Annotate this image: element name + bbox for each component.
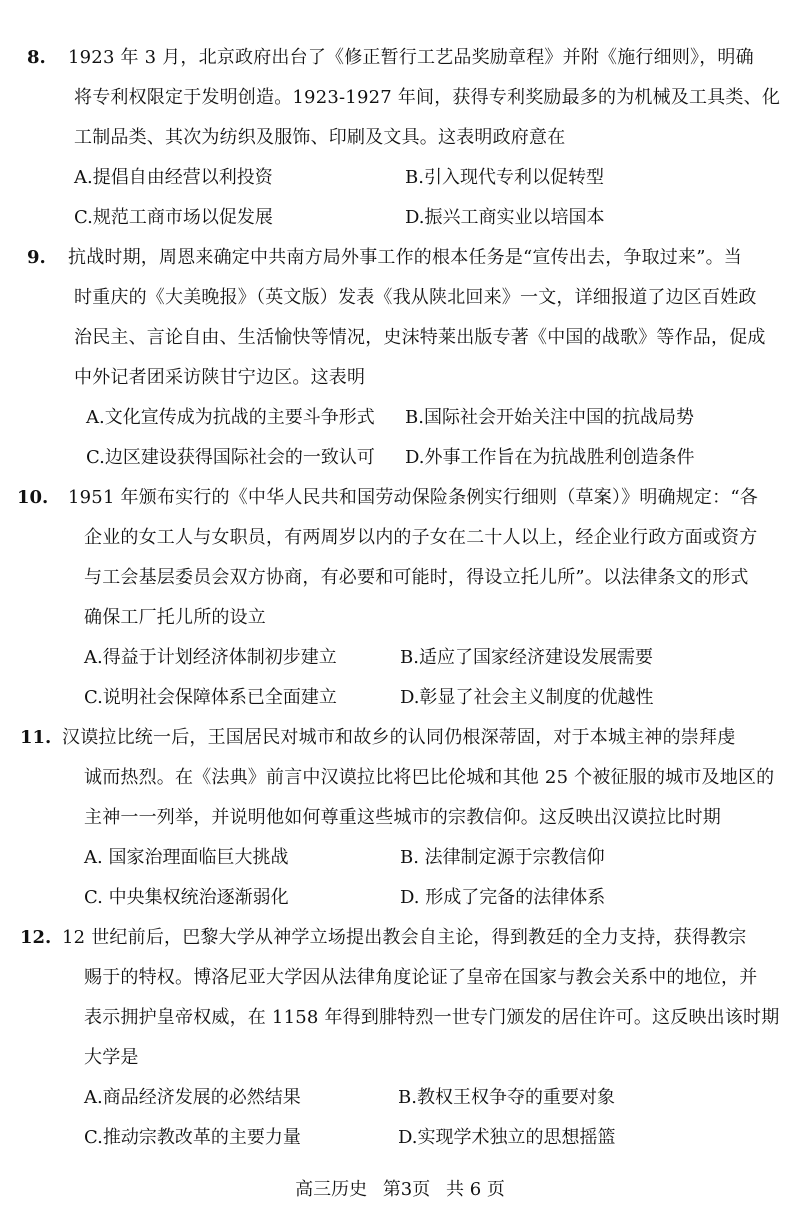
option-a: A.提倡自由经营以利投资 [74,167,273,188]
question-stem-line: 1923 年 3 月，北京政府出台了《修正暂行工艺品奖励章程》并附《施行细则》，明确 [68,47,754,68]
question-stem-line: 12 世纪前后，巴黎大学从神学立场提出教会自主论，得到教廷的全力支持，获得教宗 [62,927,747,948]
question-stem-line: 1951 年颁布实行的《中华人民共和国劳动保险条例实行细则（草案）》明确规定：“各 [68,487,758,508]
option-c: C.推动宗教改革的主要力量 [84,1127,301,1148]
question-number: 8. [27,47,46,68]
question-stem-line: 赐于的特权。博洛尼亚大学因从法律角度论证了皇帝在国家与教会关系中的地位，并 [84,967,758,988]
question-number: 12. [20,927,52,948]
question-stem-line: 汉谟拉比统一后，王国居民对城市和故乡的认同仍根深蒂固，对于本城主神的崇拜虔 [62,727,736,748]
question-stem-line: 企业的女工人与女职员，有两周岁以内的子女在二十人以上，经企业行政方面或资方 [84,527,758,548]
question-stem-line: 抗战时期，周恩来确定中共南方局外事工作的根本任务是“宣传出去，争取过来”。当 [68,247,743,268]
option-c: C.规范工商市场以促发展 [74,207,273,228]
question-stem-line: 主神一一列举，并说明他如何尊重这些城市的宗教信仰。这反映出汉谟拉比时期 [84,807,721,828]
option-c: C. 中央集权统治逐渐弱化 [84,887,289,908]
question-stem-line: 与工会基层委员会双方协商，有必要和可能时，得设立托儿所”。以法律条文的形式 [84,567,749,588]
option-d: D.实现学术独立的思想摇篮 [398,1127,616,1148]
question-stem-line: 工制品类、其次为纺织及服饰、印刷及文具。这表明政府意在 [74,127,566,148]
option-a: A.商品经济发展的必然结果 [84,1087,301,1108]
option-a: A.得益于计划经济体制初步建立 [84,647,337,668]
page-footer [0,1178,800,1202]
question-number: 9. [27,247,46,268]
option-c: C.边区建设获得国际社会的一致认可 [86,447,375,468]
option-c: C.说明社会保障体系已全面建立 [84,687,337,708]
option-d: D.外事工作旨在为抗战胜利创造条件 [405,447,695,468]
question-stem-line: 时重庆的《大美晚报》（英文版）发表《我从陕北回来》一文，详细报道了边区百姓政 [74,287,757,308]
option-b: B.国际社会开始关注中国的抗战局势 [405,407,694,428]
option-b: B.教权王权争夺的重要对象 [398,1087,615,1108]
question-number: 11. [20,727,52,748]
option-b: B.适应了国家经济建设发展需要 [400,647,653,668]
question-number: 10. [17,487,49,508]
footer-total-pages: 共 6 页 [446,1179,505,1200]
footer-subject: 高三历史 [295,1179,368,1200]
option-d: D.彰显了社会主义制度的优越性 [400,687,654,708]
question-stem-line: 诚而热烈。在《法典》前言中汉谟拉比将巴比伦城和其他 25 个被征服的城市及地区的 [84,767,775,788]
option-d: D.振兴工商实业以培国本 [405,207,605,228]
option-a: A. 国家治理面临巨大挑战 [84,847,289,868]
footer-page-number: 第3页 [382,1179,431,1200]
question-stem-line: 表示拥护皇帝权威，在 1158 年得到腓特烈一世专门颁发的居住许可。这反映出该时期 [84,1007,780,1028]
option-d: D. 形成了完备的法律体系 [400,887,606,908]
question-stem-line: 大学是 [84,1047,139,1068]
option-a: A.文化宣传成为抗战的主要斗争形式 [86,407,375,428]
question-stem-line: 中外记者团采访陕甘宁边区。这表明 [74,367,366,388]
question-stem-line: 确保工厂托儿所的设立 [84,607,266,628]
question-stem-line: 将专利权限定于发明创造。1923-1927 年间，获得专利奖励最多的为机械及工具类、化 [74,87,781,108]
option-b: B. 法律制定源于宗教信仰 [400,847,605,868]
option-b: B.引入现代专利以促转型 [405,167,604,188]
question-stem-line: 治民主、言论自由、生活愉快等情况，史沫特莱出版专著《中国的战歌》等作品，促成 [74,327,766,348]
